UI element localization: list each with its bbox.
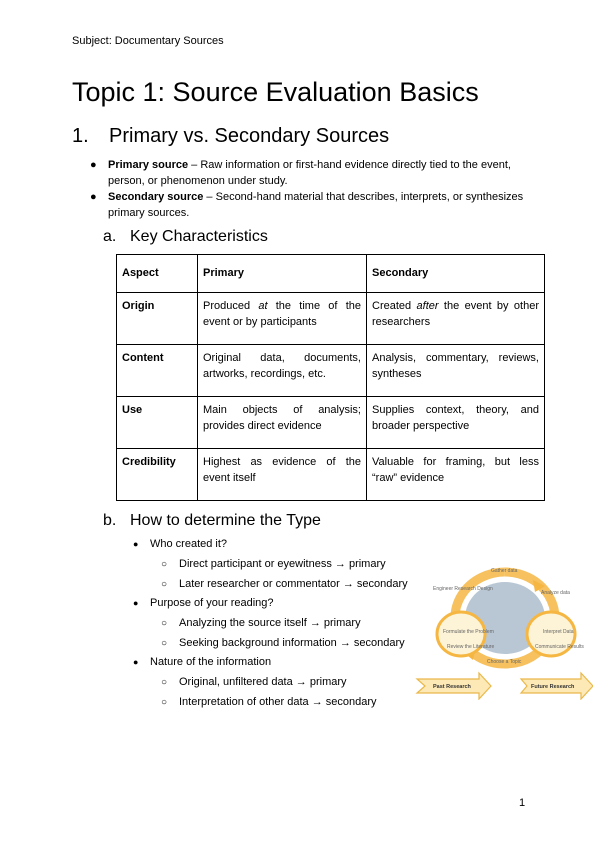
list-item: ● Purpose of your reading?	[133, 597, 274, 609]
list-subitem: ○ Seeking background information → secondary	[161, 636, 405, 649]
bullet-icon: ●	[90, 159, 97, 171]
circle-bullet-icon: ○	[161, 578, 168, 590]
list-item: ● Nature of the information	[133, 656, 272, 668]
table-cell-secondary: Analysis, commentary, reviews, syntheses	[367, 345, 545, 397]
bullet-icon: ●	[133, 657, 139, 667]
table-cell-primary: Highest as evidence of the event itself	[198, 449, 367, 501]
table-row	[117, 293, 545, 345]
definition-term: Primary source	[108, 159, 189, 171]
table-cell-aspect: Origin	[117, 293, 198, 345]
label-communicate: Communicate Results	[535, 644, 584, 650]
table-cell-aspect: Content	[117, 345, 198, 397]
document-subject: Subject: Documentary Sources	[72, 35, 224, 47]
subsection-letter: b.	[103, 512, 117, 529]
subsection-title: Key Characteristics	[130, 228, 268, 245]
section-heading-primary-secondary	[72, 125, 389, 148]
table-header-cell: Secondary	[367, 255, 545, 293]
definition-secondary: ● Secondary source – Second-hand material that describes, interprets, or synthesizes primary sources.	[90, 191, 524, 219]
label-interpret: Interpret Data	[543, 629, 574, 635]
subsection-letter: a.	[103, 228, 117, 245]
circle-bullet-icon: ○	[161, 696, 168, 708]
circle-bullet-icon: ○	[161, 618, 168, 629]
page-title: Topic 1: Source Evaluation Basics	[72, 77, 479, 107]
list-subitem: ○ Later researcher or commentator → secondary	[161, 577, 408, 590]
table-cell-secondary: Created after the event by other researchers	[367, 293, 545, 345]
list-subitem: ○ Interpretation of other data → secondary	[161, 695, 377, 708]
definition-term: Secondary source	[108, 191, 204, 203]
definition-text-line1: Raw information or first-hand evidence directly tied to the event,	[200, 159, 511, 171]
subsection-title: How to determine the Type	[130, 512, 321, 529]
definition-text-line2: person, or phenomenon under study.	[108, 174, 288, 187]
circle-bullet-icon: ○	[161, 637, 168, 649]
research-cycle-diagram	[413, 560, 593, 700]
list-subitem: ○ Direct participant or eyewitness → primary	[161, 558, 386, 570]
label-future-research: Future Research	[531, 684, 575, 690]
list-subitem: ○ Original, unfiltered data → primary	[161, 676, 347, 688]
label-engineer: Engineer Research Design	[433, 586, 493, 592]
subsection-heading-key-characteristics	[103, 228, 268, 246]
label-review: Review the Literature	[447, 644, 495, 650]
table-cell-secondary: Supplies context, theory, and broader perspective	[367, 397, 545, 449]
bullet-icon: ●	[90, 191, 97, 203]
bullet-icon: ●	[133, 598, 139, 608]
label-analyze: Analyze data	[541, 590, 570, 596]
table-cell-primary: Main objects of analysis; provides direct evidence	[198, 397, 367, 449]
definition-primary: ● Primary source – Raw information or first-hand evidence directly tied to the event, person, or phenomenon under study.	[90, 159, 511, 187]
subsection-heading-determine-type	[103, 512, 321, 530]
table-header-cell: Aspect	[117, 255, 198, 293]
table-header-row	[117, 255, 545, 293]
table-header-cell: Primary	[198, 255, 367, 293]
section-title: Primary vs. Secondary Sources	[109, 125, 390, 147]
table-cell-aspect: Use	[117, 397, 198, 449]
definition-list	[90, 158, 540, 222]
label-past-research: Past Research	[433, 684, 471, 690]
bullet-icon: ●	[133, 539, 139, 549]
table-cell-primary: Original data, documents, artworks, recordings, etc.	[198, 345, 367, 397]
table-row	[117, 449, 545, 501]
page-number: 1	[519, 797, 526, 809]
label-formulate: Formulate the Problem	[443, 629, 494, 635]
definition-text-line2: primary sources.	[108, 206, 190, 219]
table-cell-primary: Produced at the time of the event or by participants	[198, 293, 367, 345]
definition-text-line1: Second-hand material that describes, interprets, or synthesizes	[215, 191, 524, 203]
table-row	[117, 397, 545, 449]
label-choose: Choose a Topic	[487, 659, 522, 665]
determine-type-list	[133, 537, 423, 714]
table-row	[117, 345, 545, 397]
section-number: 1.	[72, 125, 89, 147]
label-gather: Gather data	[491, 568, 518, 574]
table-cell-secondary: Valuable for framing, but less “raw” evidence	[367, 449, 545, 501]
circle-bullet-icon: ○	[161, 559, 168, 570]
table-cell-aspect: Credibility	[117, 449, 198, 501]
characteristics-table	[116, 254, 545, 501]
list-item: ● Who created it?	[133, 538, 228, 550]
circle-bullet-icon: ○	[161, 677, 168, 688]
list-subitem: ○ Analyzing the source itself → primary	[161, 617, 361, 629]
